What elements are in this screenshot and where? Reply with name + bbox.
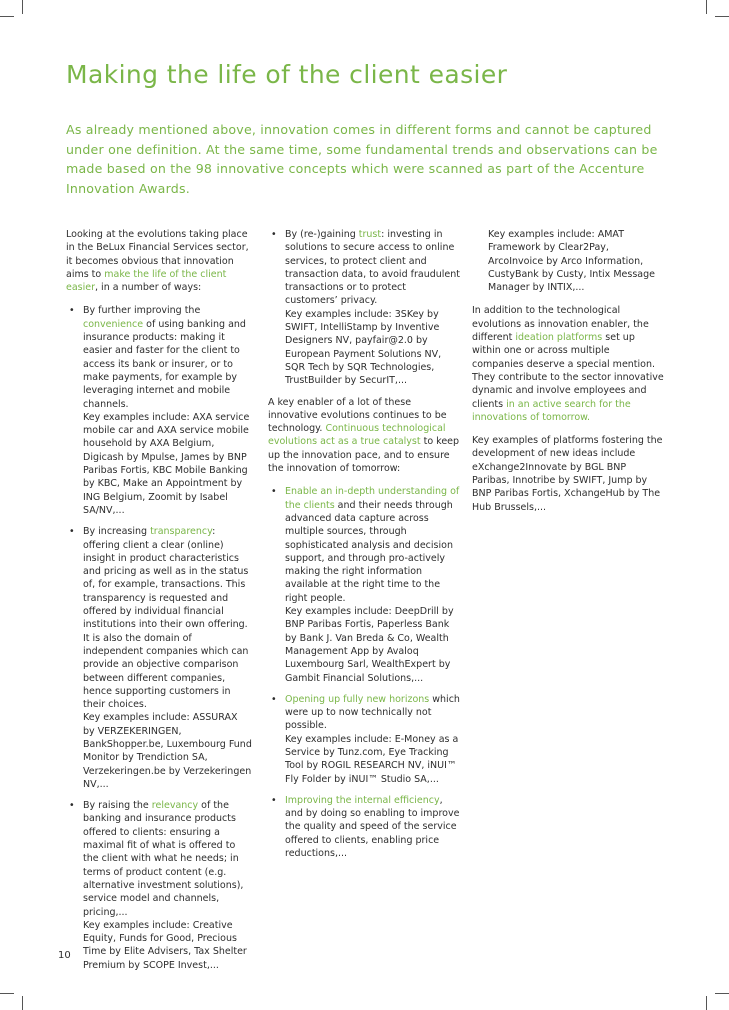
key-examples: Key examples include: Creative Equity, Funds for Good, Precious Time by Elite Advisers, Tax Shelter Premium by SCOPE Invest,... xyxy=(83,919,247,971)
paragraph: Key examples of platforms fostering the development of new ideas include eXchange2Innovate by BGL BNP Paribas, Innotribe by SWIFT, Jump by BNP Paribas Fortis, XchangeHub by The Hub Brussels,... xyxy=(472,435,663,513)
key-examples: Key examples include: ASSURAX by VERZEKERINGEN, BankShopper.be, Luxembourg Fund Monitor by Trendiction SA, Verzekeringen.be by Verzekeringen NV,... xyxy=(83,712,252,790)
list-item: • By (re-)gaining trust: investing in solutions to secure access to online services, to protect client and transaction data, to avoid fraudulent transactions or to protect customers’ privacy. Key examples include: 3SKey by SWIFT, IntelliStamp by Inventive Designers NV, payfair@2.0 by European Payment Solutions NV, SQR Tech by SQR Technologies, TrustBuilder by SecurIT,... xyxy=(271,229,460,387)
list-item: • Opening up fully new horizons which were up to now technically not possible. Key examples include: E-Money as a Service by Tunz.com, Eye Tracking Tool by ROGIL RESEARCH NV, iNUI™ Fly Folder by iNUI™ Studio SA,... xyxy=(271,693,460,785)
column-2 xyxy=(268,228,460,868)
key-examples: Key examples include: E-Money as a Service by Tunz.com, Eye Tracking Tool by ROGIL RESEARCH NV, iNUI™ Fly Folder by iNUI™ Studio SA,... xyxy=(285,733,459,785)
crop-mark xyxy=(715,16,729,17)
key-examples: Key examples include: AMAT Framework by Clear2Pay, ArcoInvoice by Arco Information, CustyBank by Custy, Intix Message Manager by INTIX,... xyxy=(488,229,655,294)
key-examples: Key examples include: DeepDrill by BNP Paribas Fortis, Paperless Bank by Bank J. Van Breda & Co, Wealth Management App by Avaloq Luxembourg Sarl, WealthExpert by Gambit Financial Solutions,... xyxy=(285,606,454,684)
list-item: • Improving the internal efficiency, and by doing so enabling to improve the quality and speed of the service offered to clients, enabling price reductions,... xyxy=(271,794,460,860)
crop-mark xyxy=(706,996,707,1010)
key-examples: Key examples include: AXA service mobile car and AXA service mobile household by AXA Belgium, Digicash by Mpulse, James by BNP Paribas Fortis, KBC Mobile Banking by KBC, Make an Appointment by ING Belgium, Zoomit by Isabel SA/NV,... xyxy=(83,411,250,516)
crop-mark xyxy=(0,16,14,17)
paragraph: Looking at the evolutions taking place in the BeLux Financial Services sector, it becomes obvious that innovation aims to make the life of the client easier, in a number of ways: xyxy=(66,229,249,294)
paragraph: A key enabler of a lot of these innovative evolutions continues to be technology. Continuous technological evolutions act as a true catalyst to keep up the innovation pace, and to ensure the innovation of tomorrow: xyxy=(268,396,460,475)
key-examples: Key examples include: 3SKey by SWIFT, IntelliStamp by Inventive Designers NV, payfair@2.0 by European Payment Solutions NV, SQR Tech by SQR Technologies, TrustBuilder by SecurIT,... xyxy=(285,308,442,387)
page-number: 10 xyxy=(58,950,71,961)
list-item: • Enable an in-depth understanding of the clients and their needs through advanced data capture across multiple sources, through sophisticated analysis and decision support, and through pro-actively making the right information available at the right time to the right people. Key examples include: DeepDrill by BNP Paribas Fortis, Paperless Bank by Bank J. Van Breda & Co, Wealth Management App by Avaloq Luxembourg Sarl, WealthExpert by Gambit Financial Solutions,... xyxy=(271,486,460,684)
column-3 xyxy=(472,228,664,524)
crop-mark xyxy=(22,996,23,1010)
crop-mark xyxy=(22,0,23,14)
crop-mark xyxy=(0,993,14,994)
crop-mark xyxy=(715,993,729,994)
page-title: Making the life of the client easier xyxy=(66,60,508,89)
paragraph: In addition to the technological evolutions as innovation enabler, the different ideation platforms set up within one or across multiple companies deserve a special mention. They contribute to the sector innovative dynamic and involve employees and clients in an active search for the innovations of tomorrow. xyxy=(472,305,664,423)
list-item: • By raising the relevancy of the banking and insurance products offered to clients: ensuring a maximal fit of what is offered to the client with what he needs; in terms of product content (e.g. alternative investment solutions), service model and channels, pricing,... Key examples include: Creative Equity, Funds for Good, Precious Time by Elite Advisers, Tax Shelter Premium by SCOPE Invest,... xyxy=(66,799,252,972)
list-item: • By further improving the convenience of using banking and insurance products: making it easier and faster for the client to access its bank or insurer, or to make payments, for example by leveraging internet and mobile channels. Key examples include: AXA service mobile car and AXA service mobile household by AXA Belgium, Digicash by Mpulse, James by BNP Paribas Fortis, KBC Mobile Banking by KBC, Make an Appointment by ING Belgium, Zoomit by Isabel SA/NV,... xyxy=(66,304,252,517)
column-1 xyxy=(66,228,252,980)
crop-mark xyxy=(706,0,707,14)
intro-paragraph: As already mentioned above, innovation comes in different forms and cannot be captured under one definition. At the same time, some fundamental trends and observations can be made based on the 98 innovative concepts which were scanned as part of the Accenture Innovation Awards. xyxy=(66,122,658,196)
list-item: • By increasing transparency: offering client a clear (online) insight in product characteristics and pricing as well as in the status of, for example, transactions. This transparency is requested and offered by individual financial institutions into their own offering. It is also the domain of independent companies which can provide an objective comparison between different companies, hence supporting customers in their choices. Key examples include: ASSURAX by VERZEKERINGEN, BankShopper.be, Luxembourg Fund Monitor by Trendiction SA, Verzekeringen.be by Verzekeringen NV,... xyxy=(69,526,252,790)
